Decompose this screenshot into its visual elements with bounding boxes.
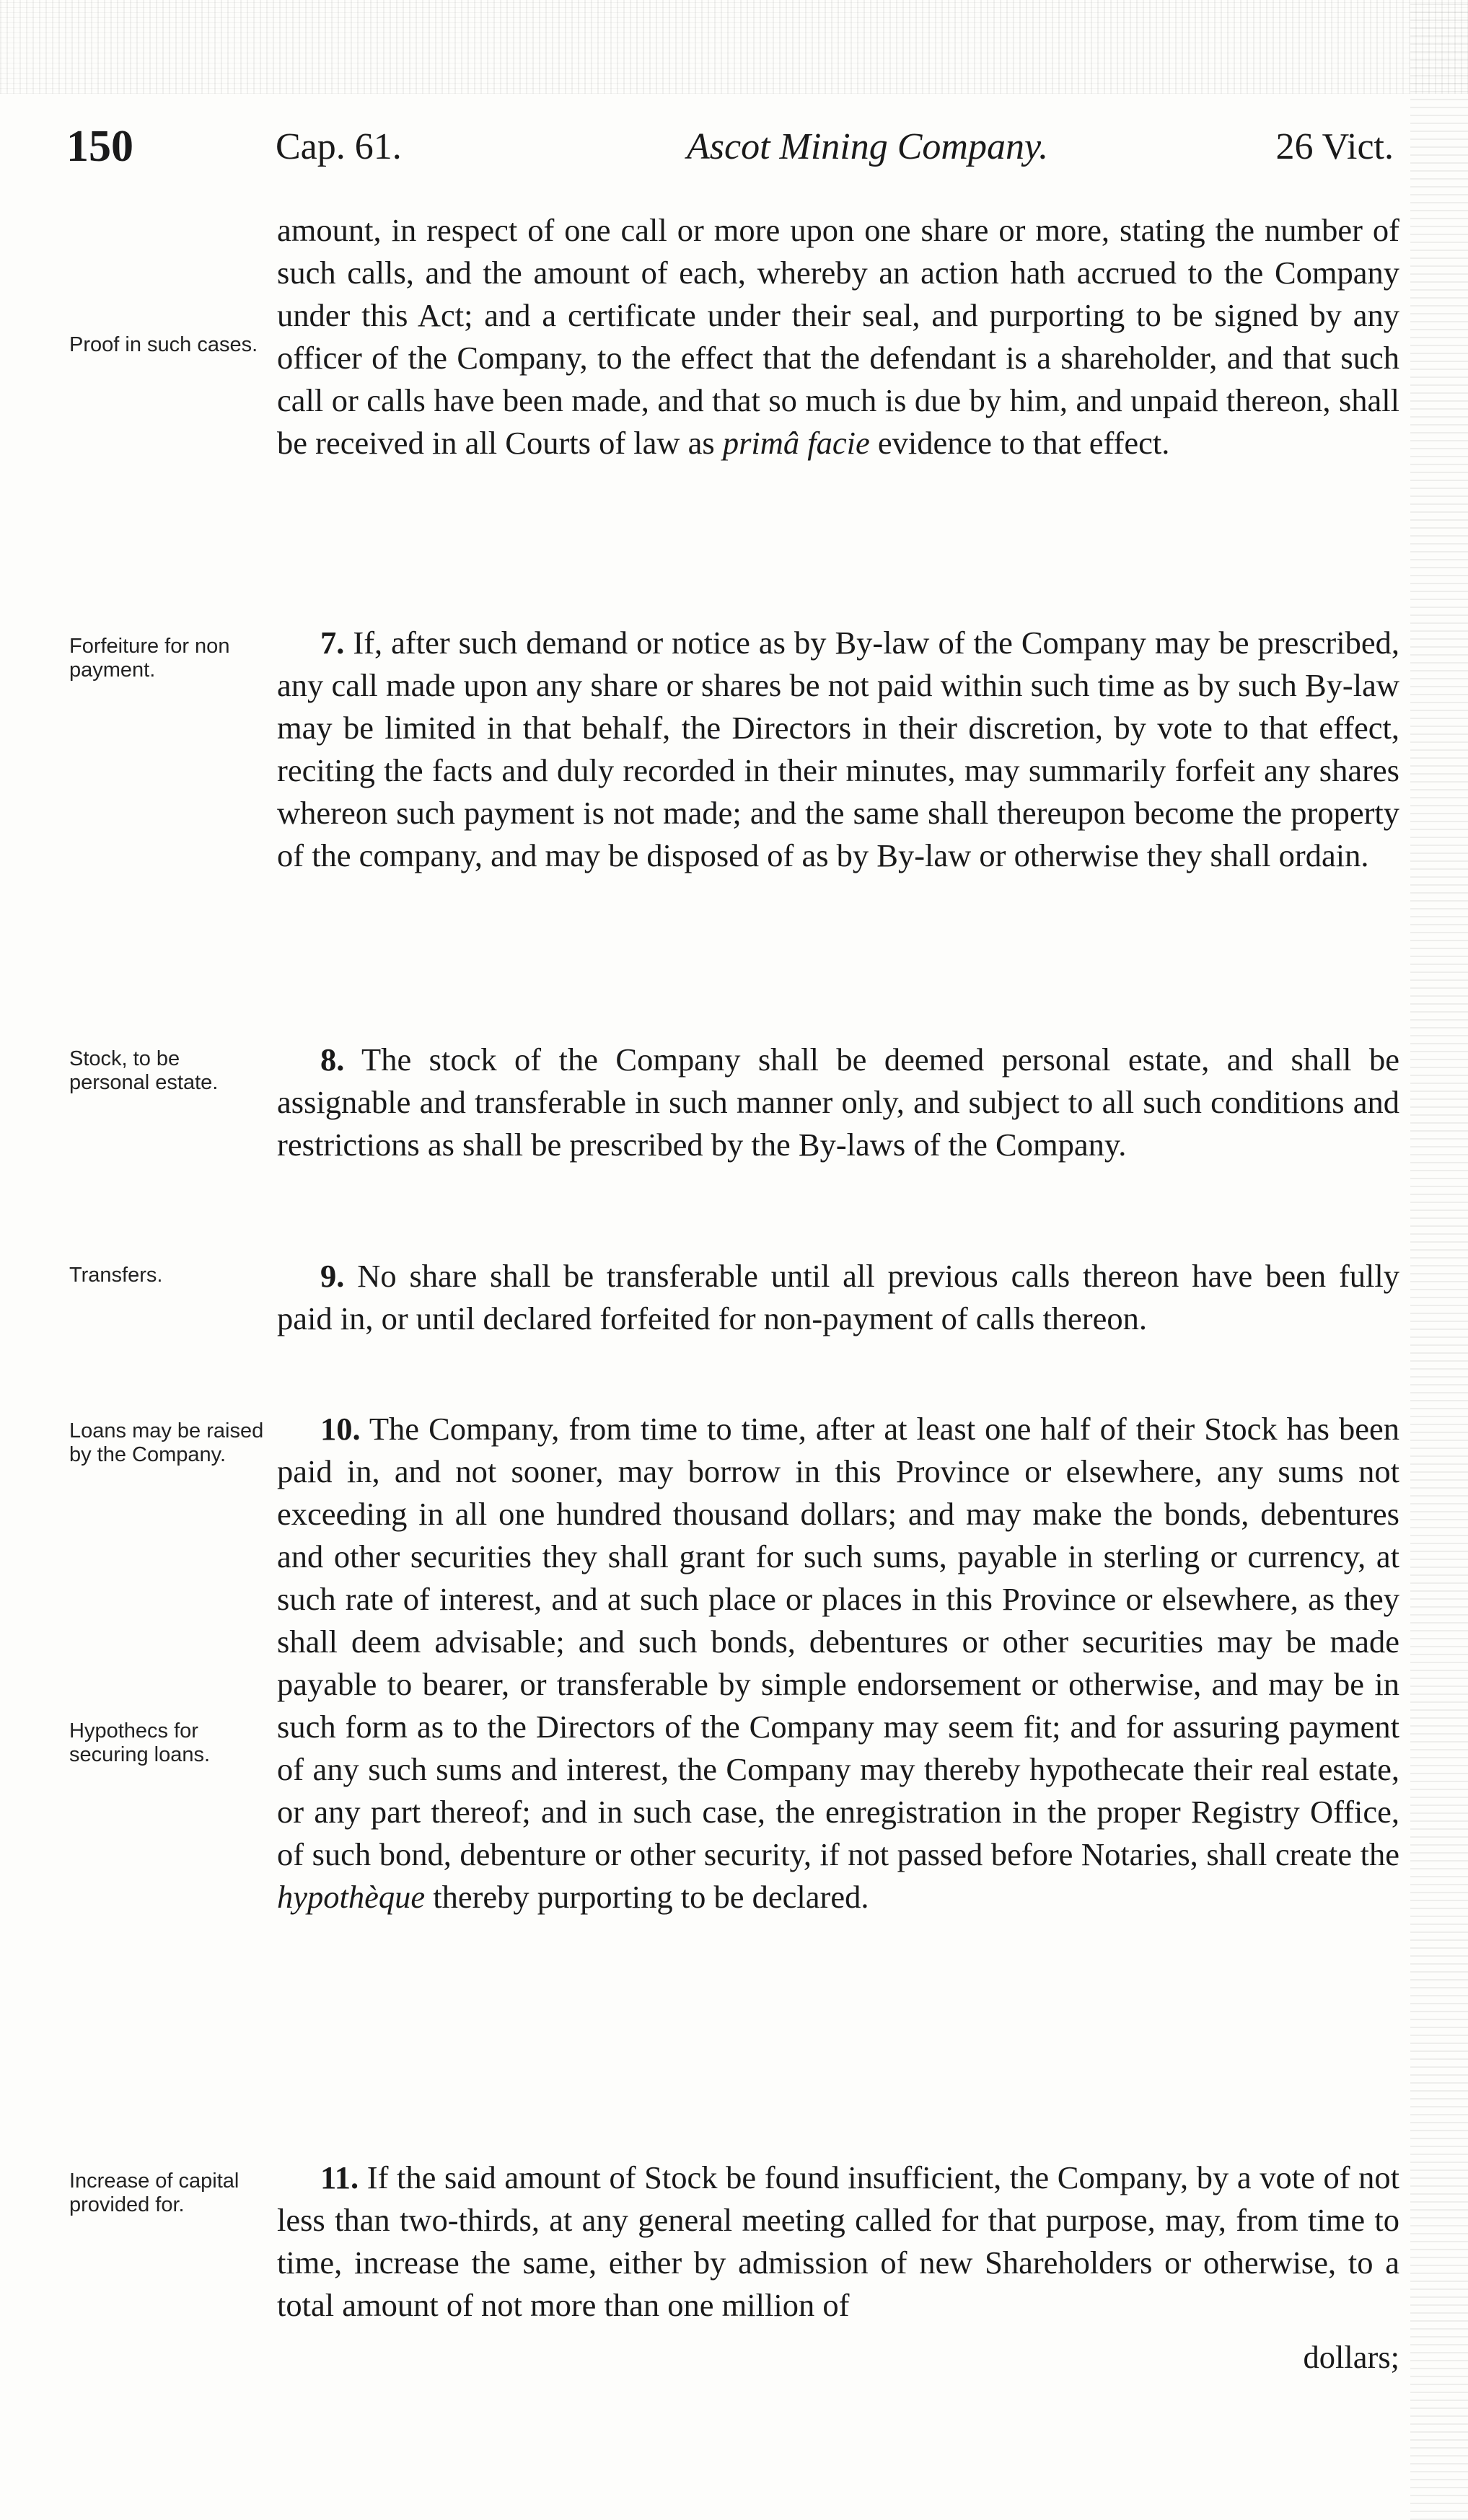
margin-note-forfeiture: Forfeiture for non payment. <box>69 635 230 682</box>
scan-noise-right <box>1410 0 1468 2520</box>
section-number: 8. <box>320 1041 345 1078</box>
italic-term: primâ facie <box>722 425 870 461</box>
page-number: 150 <box>66 122 133 171</box>
section-number: 7. <box>320 625 345 661</box>
regnal-year: 26 Vict. <box>1275 126 1394 167</box>
margin-note-transfers: Transfers. <box>69 1264 163 1287</box>
margin-note-hypothecs: Hypothecs for securing loans. <box>69 1719 211 1766</box>
section-7 <box>277 622 1399 877</box>
margin-note-increase: Increase of capital provided for. <box>69 2169 239 2216</box>
running-title: Ascot Mining Company. <box>687 126 1049 167</box>
paragraph-text: No share shall be transferable until all previous calls thereon have been fully paid in, or until declared forfeited for non-payment of calls thereon. <box>277 1258 1399 1336</box>
paragraph-continuation <box>277 209 1399 464</box>
section-number: 11. <box>320 2159 359 2195</box>
section-number: 10. <box>320 1411 361 1447</box>
paragraph-text: If, after such demand or notice as by By-law of the Company may be prescribed, any call made upon any share or shares be not paid within such time as by such By-law may be limited in that behalf, the Directors in their discretion, by vote to that effect, reciting the facts and duly recorded in their minutes, may summarily forfeit any shares whereon such payment is not made; and the same shall thereupon become the property of the company, and may be disposed of as by By-law or otherwise they shall ordain. <box>277 625 1399 873</box>
section-8 <box>277 1039 1399 1166</box>
margin-note-loans: Loans may be raised by the Company. <box>69 1419 264 1466</box>
italic-term: hypothèque <box>277 1879 426 1915</box>
margin-note-stock: Stock, to be personal estate. <box>69 1047 219 1094</box>
section-9 <box>277 1255 1399 1340</box>
running-header <box>66 121 1394 179</box>
margin-note-proof: Proof in such cases. <box>69 333 258 356</box>
scan-noise-top <box>0 0 1468 94</box>
paragraph-text: The Company, from time to time, after at least one half of their Stock has been paid in, and not sooner, may borrow in this Province or elsewhere, any sums not exceeding in all one hundred thousand dollars; and may make the bonds, debentures and other securities they shall grant for such sums, payable in sterling or currency, at such rate of interest, and at such place or places in this Province or elsewhere, as they shall deem advisable; and such bonds, debentures or other securities may be made payable to bearer, or transferable by simple endorsement or otherwise, and may be in such form as to the Directors of the Company may seem fit; and for assuring payment of any such sums and interest, the Company may thereby hypothecate their real estate, or any part thereof; and in such case, the enregistration in the proper Registry Office, of such bond, debenture or other security, if not passed before Notaries, shall create the <box>277 1411 1399 1872</box>
catchword: dollars; <box>1303 2339 1399 2375</box>
section-11 <box>277 2156 1399 2327</box>
paragraph-text: If the said amount of Stock be found insufficient, the Company, by a vote of not less than two-thirds, at any general meeting called for that purpose, may, from time to time, increase the same, either by admission of new Shareholders or otherwise, to a total amount of not more than one million of <box>277 2159 1399 2323</box>
chapter-label: Cap. 61. <box>276 126 402 167</box>
paragraph-text: The stock of the Company shall be deemed personal estate, and shall be assignable and transferable in such manner only, and subject to all such conditions and restrictions as shall be prescribed by the By-laws of the Company. <box>277 1041 1399 1163</box>
paragraph-text: evidence to that effect. <box>869 425 1170 461</box>
section-10 <box>277 1408 1399 1918</box>
paragraph-text: thereby purporting to be declared. <box>425 1879 869 1915</box>
paragraph-text: amount, in respect of one call or more upon one share or more, stating the number of such calls, and the amount of each, whereby an action hath accrued to the Company under this Act; and a certificate under their seal, and purporting to be signed by any officer of the Company, to the effect that the defendant is a shareholder, and that such call or calls have been made, and that so much is due by him, and unpaid thereon, shall be received in all Courts of law as <box>277 212 1399 461</box>
section-number: 9. <box>320 1258 345 1294</box>
